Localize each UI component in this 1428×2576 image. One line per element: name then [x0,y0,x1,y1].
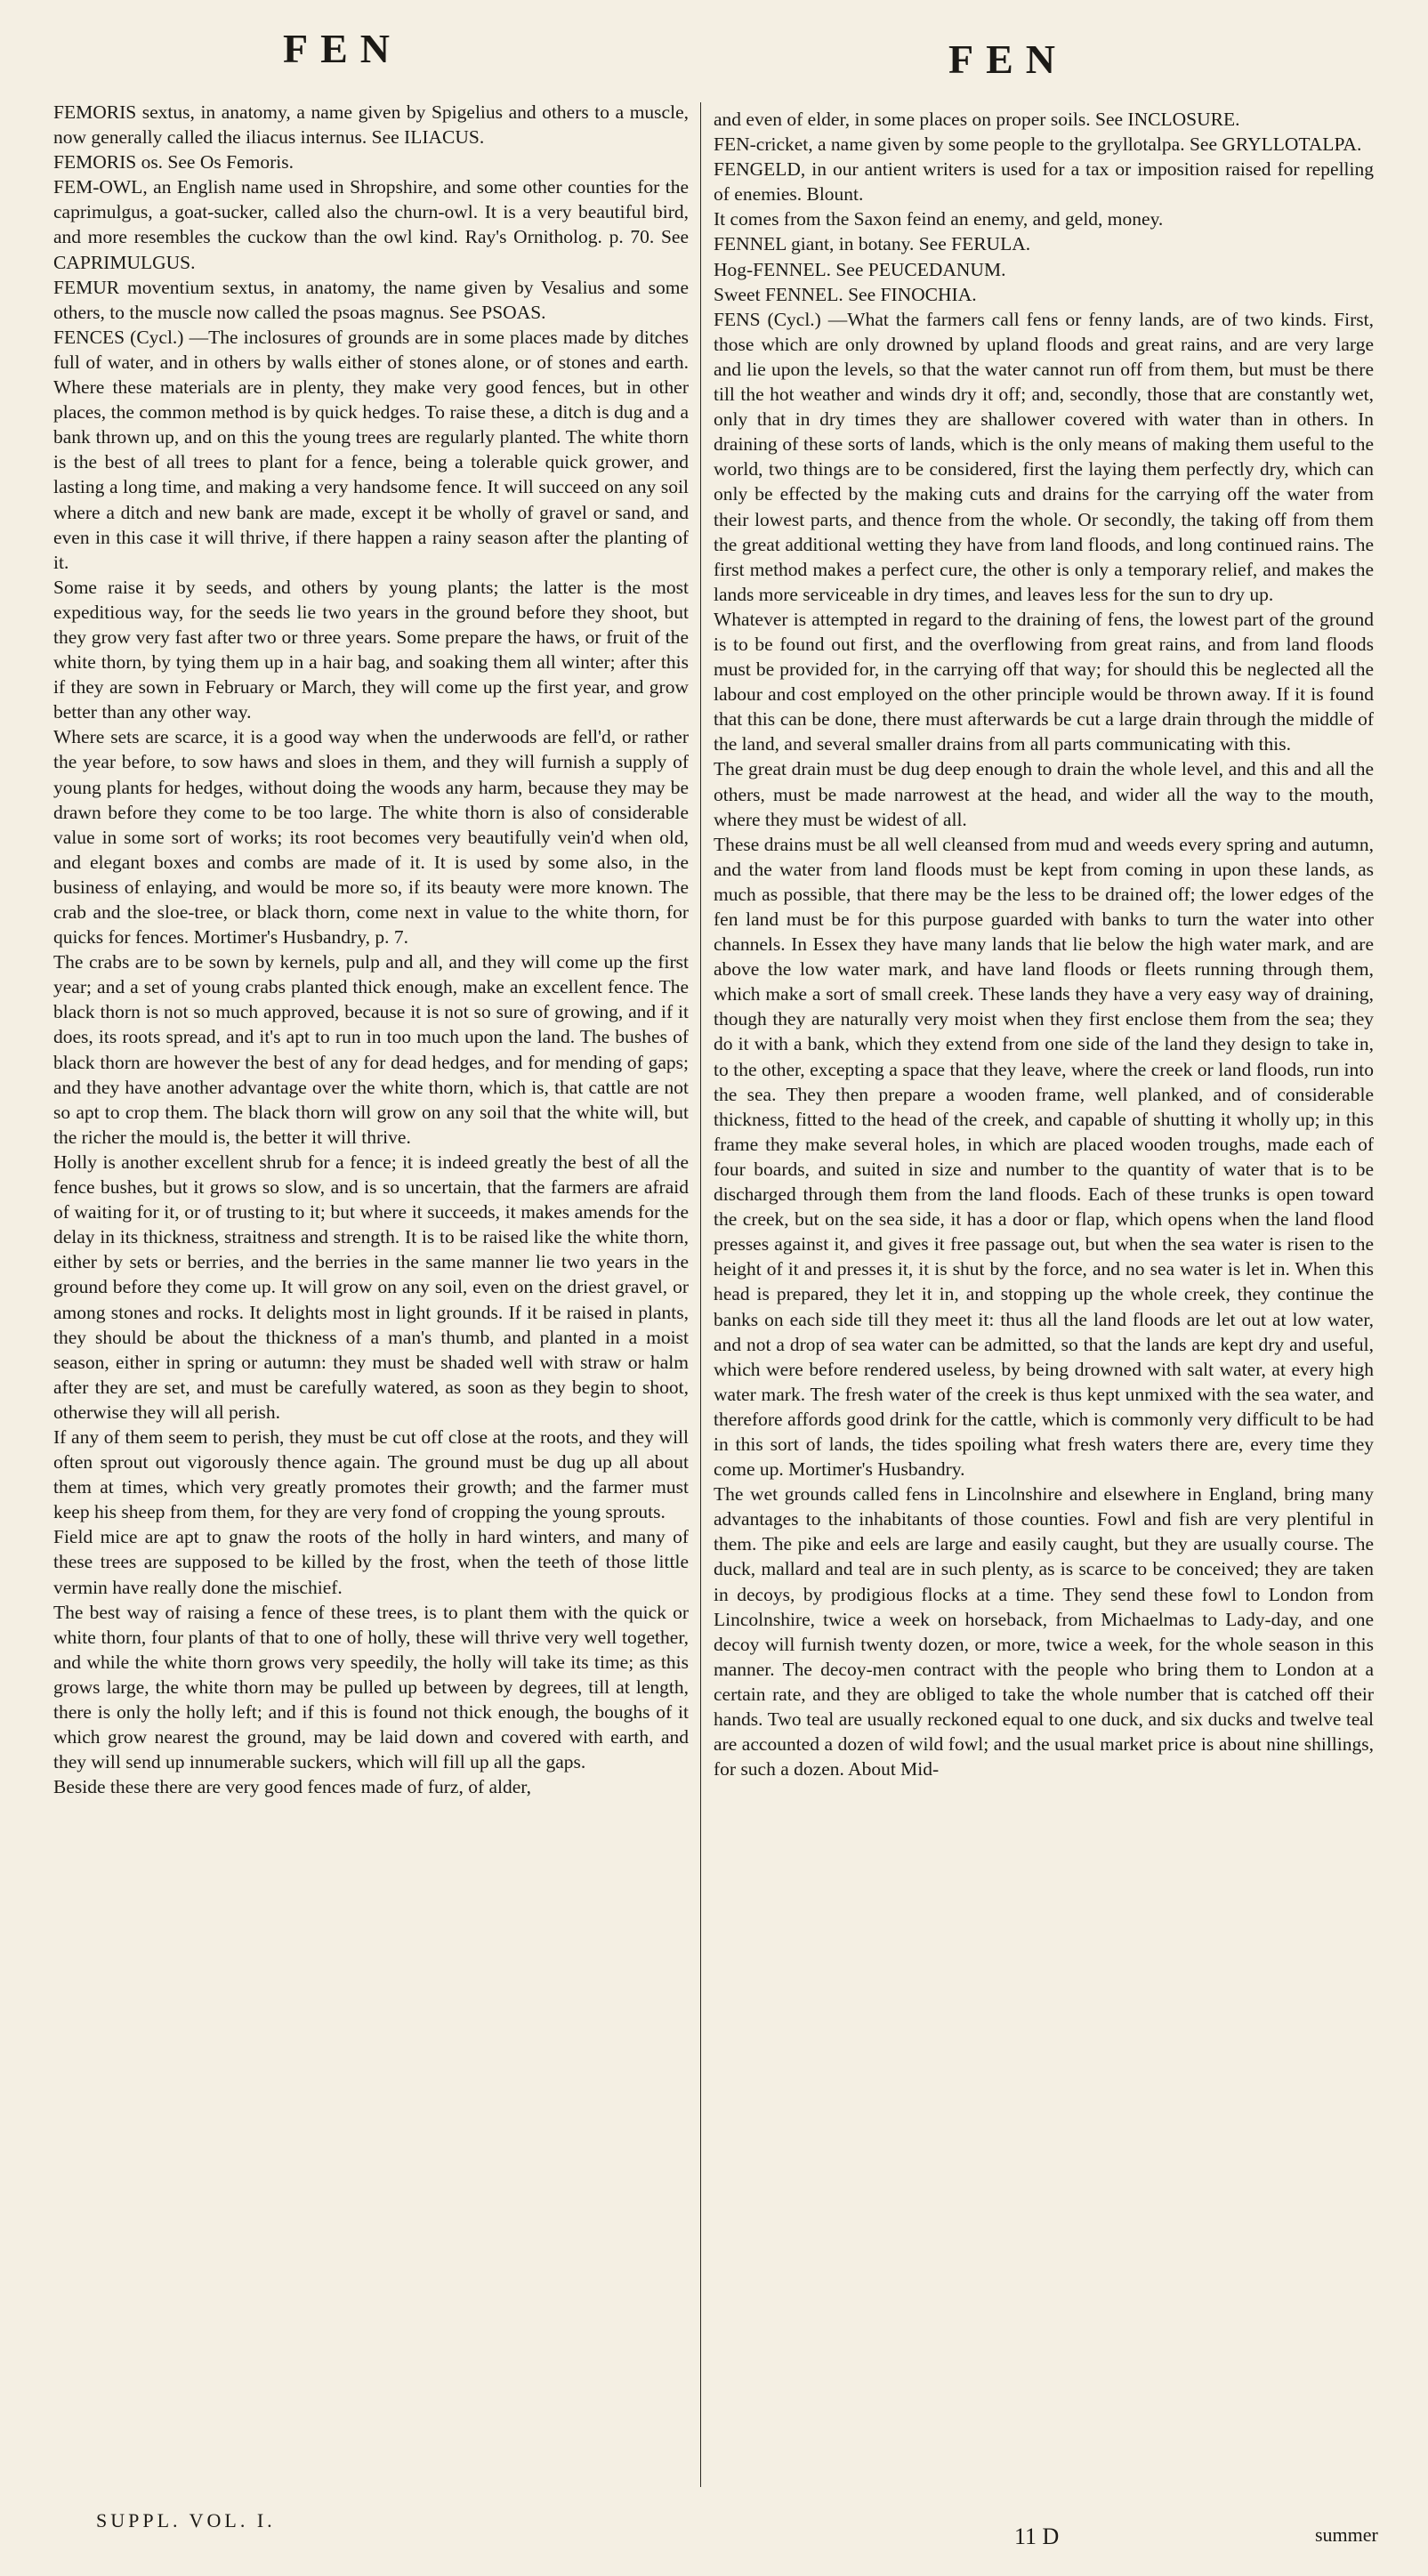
paragraph: Holly is another excellent shrub for a fence; it is indeed greatly the best of all the fence bushes, but it grows so slow, and is so uncertain, that the farmers are afraid of waiting for it, or of trusting to it; but where it succeeds, it makes amends for the delay in its thickness, straitness and strength. It is to be raised like the white thorn, either by sets or berries, and the berries in the same manner lie two years in the ground before they come up. It will grow on any soil, even on the driest gravel, or among stones and rocks. It delights most in light grounds. If it be raised in plants, they should be about the thickness of a man's thumb, and planted in a moist season, either in spring or autumn: they must be shaded well with straw or halm after they are set, and must be carefully watered, as soon as they begin to shoot, otherwise they will all perish. [53,1151,689,1423]
entry-fennel-giant: FENNEL giant, in botany. See FERULA. [714,233,1031,255]
paragraph: Whatever is attempted in regard to the draining of fens, the lowest part of the ground is to be found out first, and the overflowing from great rains, and from land floods must be provided for, in the carrying off that way; for should this be neglected all the labour and cost employed on the other principle would be thrown away. If it is found that this can be done, there must afterwards be cut a large drain through the middle of the land, and several smaller drains from all parts communicating with this. [714,608,1374,755]
entry-femoris-sextus: FEMORIS sextus, in anatomy, a name given by Spigelius and others to a muscle, now generally called the iliacus internus. See ILIACUS. [53,101,689,149]
entry-sweet-fennel: Sweet FENNEL. See FINOCHIA. [714,283,977,305]
running-head-right: FEN [948,36,1068,82]
catchword: summer [1315,2524,1378,2546]
entry-femoris-os: FEMORIS os. See Os Femoris. [53,151,294,174]
paragraph: The great drain must be dug deep enough to drain the whole level, and this and all the others, must be made narrowest at the head, and wider all the way to the mouth, where they must be widest of all. [714,758,1374,830]
paragraph: The best way of raising a fence of these trees, is to plant them with the quick or white thorn, four plants of that to one of holly, these will thrive very well together, and while the white thorn grows very speedily, the holly will take its time; as this grows large, the white thorn may be pulled up between by degrees, till at length, there is only the holly left; and if this is found not thick enough, the boughs of it which grow nearest the ground, may be laid down and covered with earth, and they will send up innumerable suckers, which will fill up all the gaps. [53,1601,689,1773]
entry-fengeld: FENGELD, in our antient writers is used for a tax or imposition raised for repelling of enemies. Blount. [714,158,1374,206]
left-column [53,100,689,2493]
sheet-mark: 11 D [1014,2524,1060,2549]
paragraph: If any of them seem to perish, they must be cut off close at the roots, and they will often sprout out vigorously thence again. The ground must be dug up all about them at times, which very greatly promotes their growth; and the farmer must keep his sheep from them, for they are very fond of cropping the young sprouts. [53,1425,689,1523]
entry-fens: FENS (Cycl.) —What the farmers call fens or fenny lands, are of two kinds. First, those which are only drowned by upland floods and great rains, and are very large and lie upon the levels, so that the water cannot run off from them, but must be there till the hot weather and winds dry it off; and, secondly, those that are constantly wet, only that in dry times they are shallower covered with water than in others. In draining of these sorts of lands, which is the only means of making them useful to the world, two things are to be considered, first the laying them perfectly dry, which can only be effected by the making cuts and drains for the carrying off the water from their lowest parts, and thence from the whole. Or secondly, the taking off from them the great additional wetting they have from land floods, and long continued rains. The first method makes a perfect cure, the other is only a temporary relief, and makes the lands more serviceable in dry times, and leaves less for the sun to dry up. [714,308,1374,605]
entry-hog-fennel: Hog-FENNEL. See PEUCEDANUM. [714,258,1006,280]
paragraph: Field mice are apt to gnaw the roots of the holly in hard winters, and many of these trees are supposed to be killed by the frost, when the teeth of those little vermin have really done the mischief. [53,1526,689,1598]
paragraph: Beside these there are very good fences made of furz, of alder, [53,1776,531,1798]
paragraph: The wet grounds called fens in Lincolnshire and elsewhere in England, bring many advantages to the inhabitants of those counties. Fowl and fish are very plentiful in them. The pike and eels are large and easily caught, but they are usually course. The duck, mallard and teal are in such plenty, as is scarce to be conceived; they are taken in decoys, by prodigious flocks at a time. They send these fowl to London from Lincolnshire, twice a week on horseback, from Michaelmas to Lady-day, and one decoy will furnish twenty dozen, or more, twice a week, for the whole season in this manner. The decoy-men contract with the people who bring them to London at a certain rate, and they are obliged to take the whole number that is catched off their hands. Two teal are usually reckoned equal to one duck, and six ducks and twelve teal are accounted a dozen of wild fowl; and the usual market price is about nine shillings, for such a dozen. About Mid- [714,1483,1374,1781]
entry-fem-owl: FEM-OWL, an English name used in Shropshire, and some other counties for the caprimulgus, a goat-sucker, called also the churn-owl. It is a very beautiful bird, and more resembles the cuckow than the owl kind. Ray's Ornitholog. p. 70. See CAPRIMULGUS. [53,176,689,273]
running-head-left: FEN [283,26,402,71]
paragraph: Some raise it by seeds, and others by young plants; the latter is the most expeditious way, for the seeds lie two years in the ground before they shoot, but they grow very fast after two or three years. Some prepare the haws, or fruit of the white thorn, by tying them up in a hair bag, and soaking them all winter; after this if they are sown in February or March, they will come up the first year, and grow better than any other way. [53,576,689,723]
paragraph: It comes from the Saxon feind an enemy, and geld, money. [714,208,1164,230]
column-divider [700,102,701,2487]
paragraph: and even of elder, in some places on proper soils. See INCLOSURE. [714,109,1240,130]
paragraph: The crabs are to be sown by kernels, pulp and all, and they will come up the first year; and a set of young crabs planted thick enough, make an excellent fence. The black thorn is not so much approved, because it is not so sure of growing, and if it does, its roots spread, and it's apt to run in too much upon the land. The bushes of black thorn are however the best of any for dead hedges, and for mending of gaps; and they have another advantage over the white thorn, which is, that cattle are not so apt to crop them. The black thorn will grow on any soil that the white will, but the richer the mould is, the better it will thrive. [53,951,689,1148]
entry-fen-cricket: FEN-cricket, a name given by some people to the gryllotalpa. See GRYLLOTALPA. [714,133,1362,156]
entry-fences: FENCES (Cycl.) —The inclosures of grounds are in some places made by ditches full of water, and in others by walls either of stones alone, or of stones and earth. Where these materials are in plenty, they make very good fences, but in other places, the common method is by quick hedges. To raise these, a ditch is dug and a bank thrown up, and on this the young trees are regularly planted. The white thorn is the best of all trees to plant for a fence, being a tolerable quick grower, and lasting a long time, and making a very handsome fence. It will succeed on any soil where a ditch and new bank are made, except it be wholly of gravel or sand, and even in this case it will thrive, if there happen a rainy season after the planting of it. [53,326,689,573]
entry-femur: FEMUR moventium sextus, in anatomy, the name given by Vesalius and some others, to the muscle now called the psoas magnus. See PSOAS. [53,276,689,323]
paragraph: These drains must be all well cleansed from mud and weeds every spring and autumn, and the water from land floods must be kept from coming in upon these lands, as much as possible, that there may be the less to be drained off; the lower edges of the fen land must be for this purpose guarded with banks to turn the water into other channels. In Essex they have many lands that lie below the high water mark, and are above the low water mark, and have land floods or fleets running through them, which make a sort of small creek. These lands they have a very easy way of draining, though they are naturally very moist when they first enclose them from the sea; they do it with a bank, which they extend from one side of the land they design to take in, to the other, excepting a space that they leave, where the creek or land floods, run into the sea. They then prepare a wooden frame, well planked, and of considerable thickness, fitted to the head of the creek, and capable of shutting it wholly up; in this frame they make several holes, in which are placed wooden troughs, made each of four boards, and suited in size and number to the quantity of water that is to be discharged through them from the land floods. Each of these trunks is open toward the creek, but on the sea side, it has a door or flap, which opens when the land flood presses against it, and gives it free passage out, but when the sea water is risen to the height of it and presses it, it is shut by the force, and no sea water is let in. When this head is prepared, they let it in, and stopping up the whole creek, they continue the banks on each side till they meet it: thus all the land floods are let out at low water, and not a drop of sea water can be admitted, so that the lands are kept dry and useful, which were before rendered useless, by being drowned with salt water, at every high water mark. The fresh water of the creek is thus kept unmixed with the sea water, and therefore affords good drink for the cattle, which is commonly very difficult to be had in this sort of lands, the tides spoiling what fresh waters there are, every time they come up. Mortimer's Husbandry. [714,833,1374,1481]
right-column [714,107,1374,2493]
paragraph: Where sets are scarce, it is a good way when the underwoods are fell'd, or rather the year before, to sow haws and sloes in them, and they will furnish a supply of young plants for hedges, without doing the woods any harm, because they may be drawn before they come to be too large. The white thorn is also of considerable value in some sort of works; its root becomes very beautifully vein'd when old, and elegant boxes and combs are made of it. It is used by some also, in the business of enlaying, and would be more so, if its beauty were more known. The crab and the sloe-tree, or black thorn, come next in value to the white thorn, for quicks for fences. Mortimer's Husbandry, p. 7. [53,726,689,949]
signature-mark: SUPPL. VOL. I. [96,2509,276,2532]
